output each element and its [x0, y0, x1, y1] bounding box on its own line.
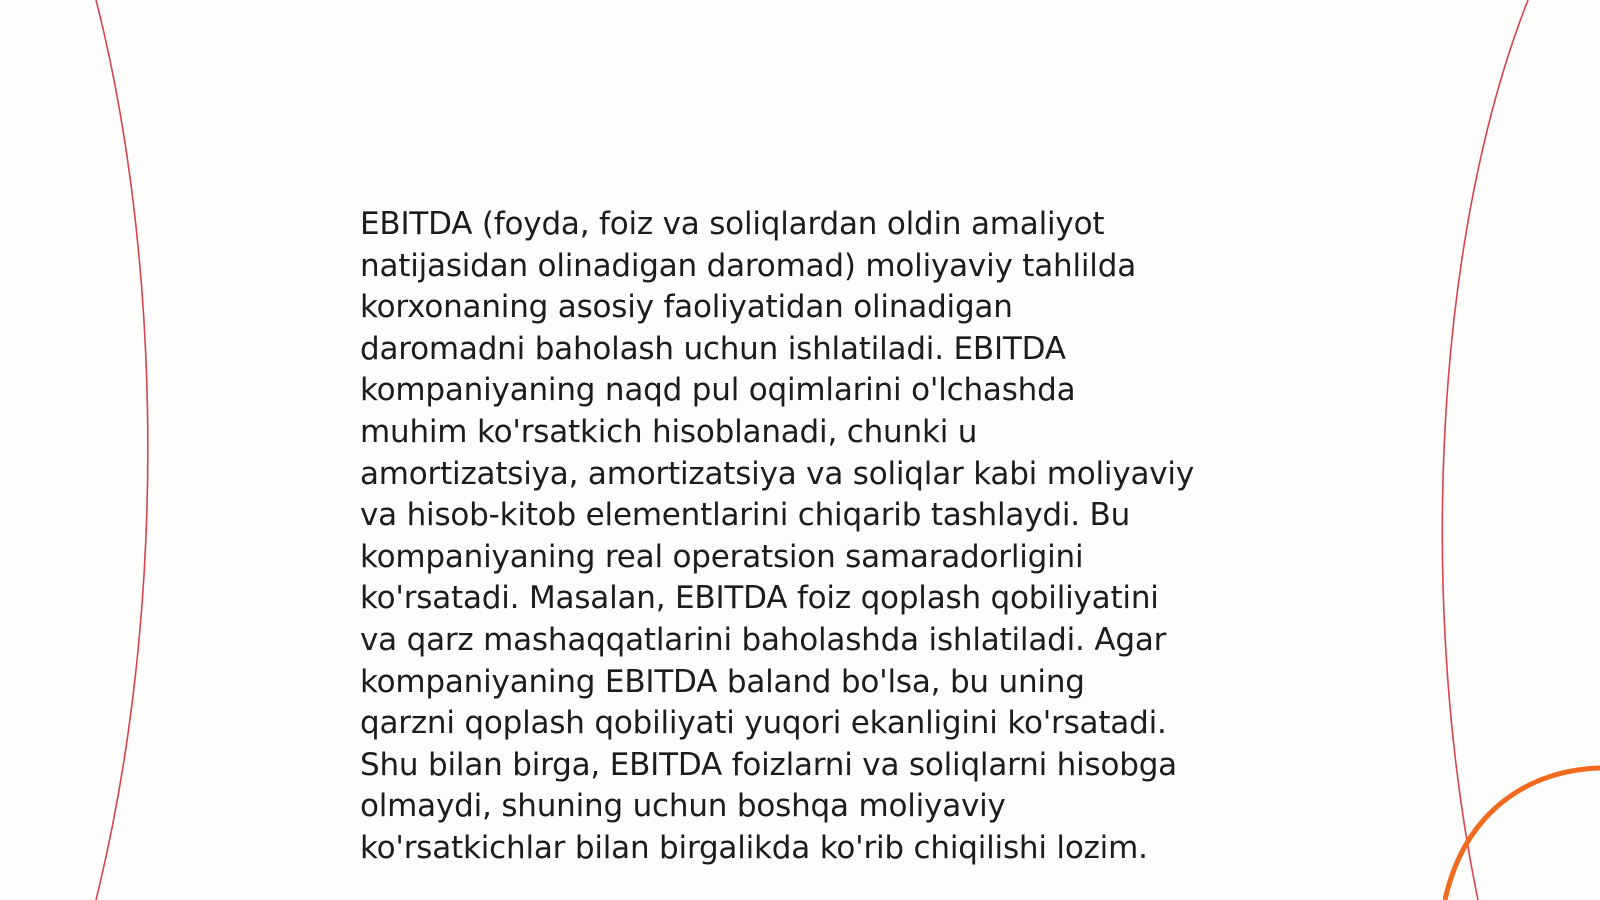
text-line: daromadni baholash uchun ishlatiladi. EBITDA [360, 330, 1066, 367]
right-red-curve [1442, 0, 1528, 900]
text-line: olmaydi, shuning uchun boshqa moliyaviy [360, 788, 1006, 825]
bottom-right-orange-arc [1445, 768, 1600, 900]
text-line: korxonaning asosiy faoliyatidan olinadigan [360, 289, 1013, 326]
text-line: ko'rsatadi. Masalan, EBITDA foiz qoplash qobiliyatini [360, 580, 1159, 617]
text-line: natijasidan olinadigan daromad) moliyaviy tahlilda [360, 247, 1136, 284]
left-red-curve [96, 0, 148, 900]
text-line: kompaniyaning real operatsion samaradorligini [360, 538, 1084, 575]
body-paragraph [360, 204, 1260, 870]
text-line: EBITDA (foyda, foiz va soliqlardan oldin amaliyot [360, 206, 1105, 242]
text-line: amortizatsiya, amortizatsiya va soliqlar kabi moliyaviy [360, 455, 1194, 492]
text-line: Shu bilan birga, EBITDA foizlarni va soliqlarni hisobga [360, 746, 1177, 783]
text-line: qarzni qoplash qobiliyati yuqori ekanligini ko'rsatadi. [360, 705, 1167, 742]
text-line: va hisob-kitob elementlarini chiqarib tashlaydi. Bu [360, 497, 1131, 534]
text-line: kompaniyaning naqd pul oqimlarini o'lchashda [360, 372, 1076, 409]
text-line: kompaniyaning EBITDA baland bo'lsa, bu uning [360, 663, 1085, 700]
text-line: ko'rsatkichlar bilan birgalikda ko'rib chiqilishi lozim. [360, 829, 1148, 866]
text-line: muhim ko'rsatkich hisoblanadi, chunki u [360, 413, 978, 450]
text-line: va qarz mashaqqatlarini baholashda ishlatiladi. Agar [360, 621, 1167, 658]
